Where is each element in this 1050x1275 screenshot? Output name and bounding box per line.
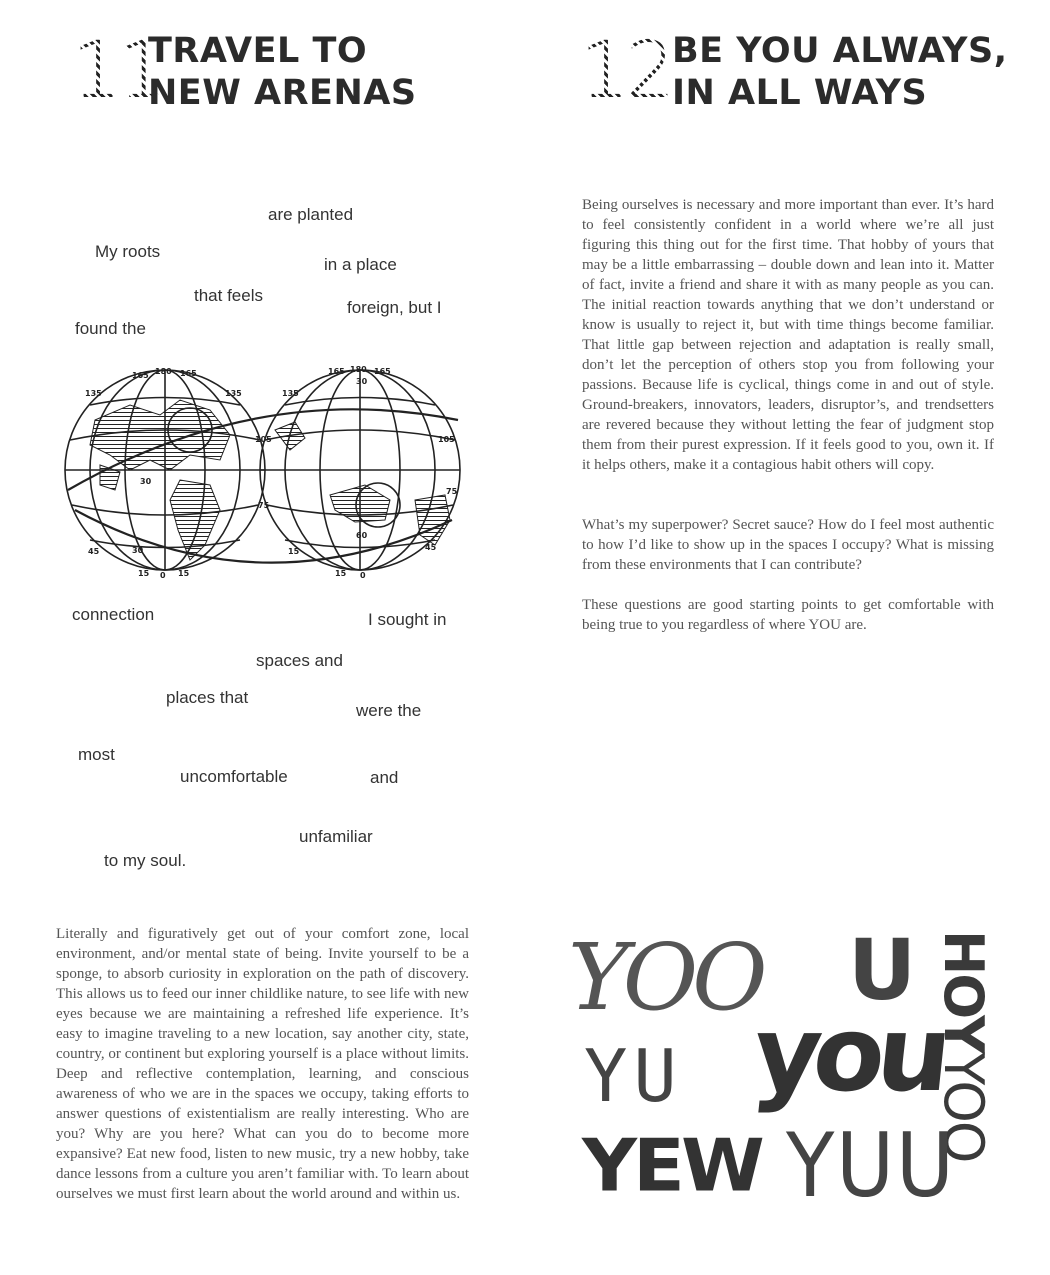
poem-word: in a place	[324, 255, 397, 274]
map-label: 105	[255, 435, 272, 444]
map-label: 165	[328, 367, 345, 376]
map-label: 135	[282, 389, 299, 398]
map-label: 75	[258, 501, 270, 510]
world-globes-illustration	[60, 360, 470, 585]
map-label: 105	[438, 435, 455, 444]
map-label: 0	[160, 571, 166, 580]
map-label: 180	[350, 365, 367, 374]
map-label: 15	[288, 547, 300, 556]
poem-word: I sought in	[368, 610, 447, 629]
map-label: 165	[132, 371, 149, 380]
section-title-travel	[148, 30, 417, 114]
be-you-body-text	[582, 195, 994, 635]
title-line: TRAVEL TO	[148, 31, 368, 71]
body-paragraph: Being ourselves is necessary and more important than ever. It’s hard to feel consistently confident in a world where we’re all just figuring this thing out for the first time. That hobby of yours that may be a little embarrassing – double down and lean into it. Matter of fact, invite a friend and share it with as many people as you can. The initial reaction towards anything that we don’t understand or know is usually to reject it, but with time things become familiar. That little gap between rejection and adaptation is really small, don’t let the perception of others stop you from following your passions. Because life is cyclical, things come in and out of style. Ground-breakers, innovators, leaders, disruptor’s, and trendsetters are revered because they without letting the fear of judgment stop them from their purest expression. If it feels good to you, own it. If it helps others, make it a contagious habit others will copy.	[582, 197, 994, 473]
poem-word: places that	[166, 688, 249, 707]
map-label: 15	[335, 569, 347, 578]
poem-word: were the	[356, 701, 422, 720]
map-label: 75	[446, 487, 458, 496]
map-label: 135	[225, 389, 242, 398]
you-word-hoy: HOY	[932, 930, 995, 1053]
you-word-yew: YEW	[582, 1123, 761, 1208]
map-label: 15	[178, 569, 190, 578]
section-number-11: 11	[72, 26, 164, 116]
map-label: 165	[180, 369, 197, 378]
section-title-be-you	[672, 30, 1008, 114]
body-paragraph: What’s my superpower? Secret sauce? How do I feel most authentic to how I’d like to show up in the spaces I occupy? What is missing from these environments that I can contribute?	[582, 517, 994, 573]
poem-word: My roots	[95, 242, 161, 261]
you-word-yuu: YUU	[786, 1114, 956, 1217]
poem-word: and	[370, 768, 399, 787]
poem-word: most	[78, 745, 115, 764]
poem-word: unfamiliar	[299, 827, 373, 846]
body-paragraph: These questions are good starting points to get comfortable with being true to you regardless of where YOU are.	[582, 597, 994, 633]
poem-word: spaces and	[256, 651, 343, 670]
poem-word: to my soul.	[104, 851, 187, 870]
you-word-you: you	[747, 993, 950, 1115]
map-label: 45	[88, 547, 100, 556]
map-label: 135	[85, 389, 102, 398]
section-number-12: 12	[580, 26, 672, 116]
title-line: BE YOU ALWAYS,	[672, 31, 1008, 71]
you-word-yoo-rotated: YOO	[932, 1052, 995, 1162]
poem-word: foreign, but I	[347, 298, 442, 317]
you-word-u: U	[848, 921, 917, 1019]
body-paragraph: Literally and figuratively get out of your comfort zone, local environment, and/or mental state of being. Invite yourself to be a sponge, to absorb curiosity in exploration on the path of discovery. This allows us to feed our inner childlike nature, to see life with new eyes because we are maintaining a refreshed life experience. It’s easy to imagine traveling to a new location, say another city, state, country, or continent but exploring yourself is a place without limits. Deep and reflective contemplation, learning, and conscious awareness of who we are in the spaces we occupy, taking efforts to answer questions of existentialism are really interesting. Who are you? Why are you here? What can you do to become more expansive? Eat new food, listen to new music, try a new hobby, take dance lessons from a culture you aren’t familiar with. To learn about ourselves we must first learn about the world around and within us.	[56, 926, 469, 1202]
you-word-yu: YU	[584, 1034, 683, 1118]
you-word-script: YOO	[568, 924, 762, 1031]
map-label: 0	[360, 571, 366, 580]
poem-word: found the	[75, 319, 146, 338]
map-label: 15	[138, 569, 150, 578]
title-line: IN ALL WAYS	[672, 73, 928, 113]
poem-word: uncomfortable	[180, 767, 288, 786]
map-label: 165	[374, 367, 391, 376]
poem-word: are planted	[268, 205, 354, 224]
map-label: 30	[356, 377, 368, 386]
poem-word: connection	[72, 605, 155, 624]
map-label: 180	[155, 367, 172, 376]
poem-word: that feels	[194, 286, 263, 305]
map-label: 60	[356, 531, 368, 540]
map-label: 30	[132, 546, 144, 555]
map-label: 45	[425, 543, 437, 552]
title-line: NEW ARENAS	[148, 73, 417, 113]
travel-body-text	[56, 924, 469, 1204]
map-label: 30	[140, 477, 152, 486]
